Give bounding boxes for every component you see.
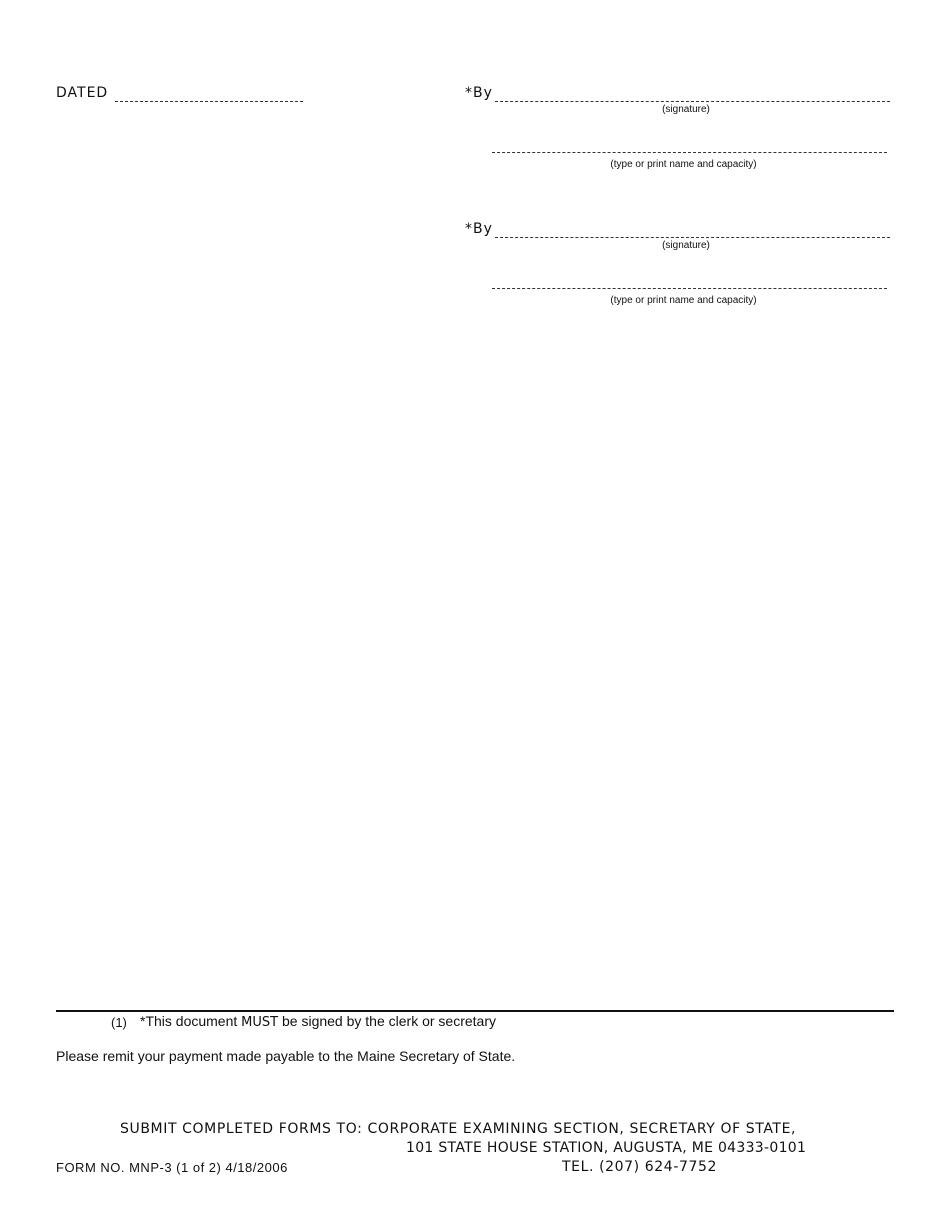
footnote-number: (1) bbox=[111, 1015, 127, 1030]
form-id: FORM NO. MNP-3 (1 of 2) 4/18/2006 bbox=[56, 1160, 288, 1175]
name-capacity-field-2[interactable] bbox=[492, 288, 887, 289]
footnote-text-prefix: *This document bbox=[140, 1013, 242, 1029]
footer-divider bbox=[56, 1010, 894, 1012]
footnote-text-suffix: be signed by the clerk or secretary bbox=[278, 1013, 496, 1029]
signature-field-1[interactable] bbox=[495, 101, 890, 102]
footnote-text-emphasis: MUST bbox=[241, 1015, 279, 1030]
submit-line-3: TEL. (207) 624-7752 bbox=[562, 1159, 717, 1175]
by-label-1: *By bbox=[465, 85, 493, 101]
name-capacity-caption-1: (type or print name and capacity) bbox=[610, 159, 757, 170]
signature-caption-2: (signature) bbox=[662, 240, 710, 251]
submit-line-2: 101 STATE HOUSE STATION, AUGUSTA, ME 04333-0101 bbox=[406, 1140, 807, 1156]
signature-field-2[interactable] bbox=[495, 237, 890, 238]
dated-label: DATED bbox=[56, 85, 109, 101]
by-label-2: *By bbox=[465, 221, 493, 237]
name-capacity-field-1[interactable] bbox=[492, 152, 887, 153]
footnote-text bbox=[140, 1013, 496, 1030]
payment-note: Please remit your payment made payable to the Maine Secretary of State. bbox=[56, 1048, 516, 1064]
name-capacity-caption-2: (type or print name and capacity) bbox=[610, 295, 757, 306]
dated-field[interactable] bbox=[115, 101, 303, 102]
signature-caption-1: (signature) bbox=[662, 104, 710, 115]
submit-line-1: SUBMIT COMPLETED FORMS TO: CORPORATE EXAMINING SECTION, SECRETARY OF STATE, bbox=[120, 1121, 797, 1137]
